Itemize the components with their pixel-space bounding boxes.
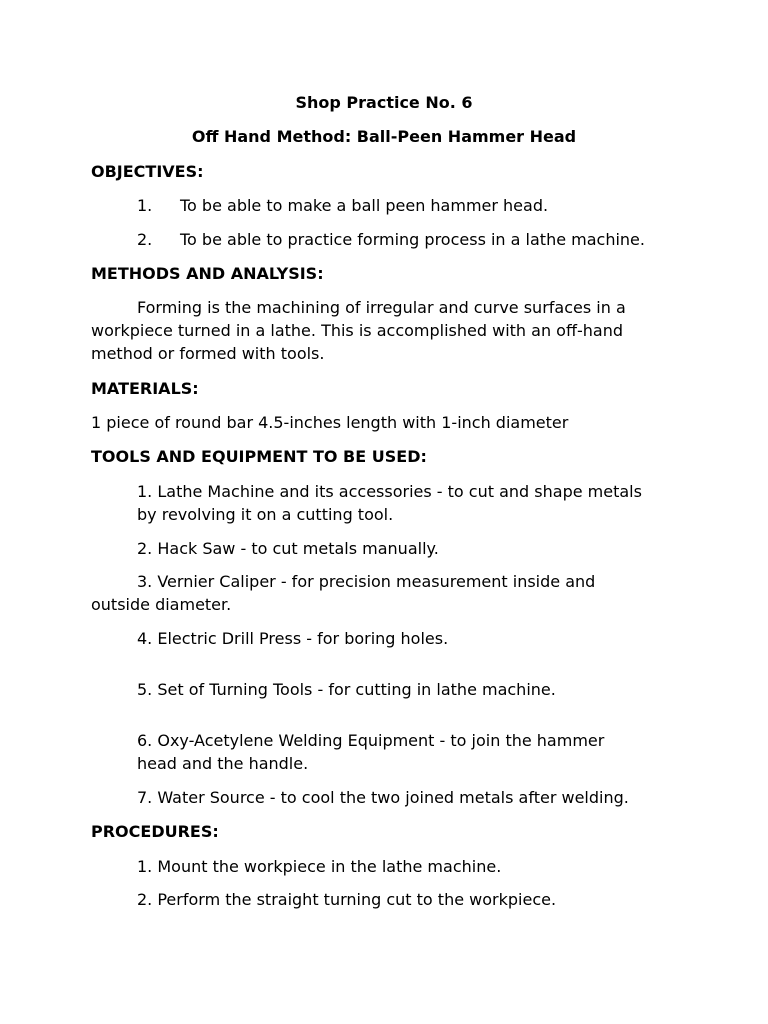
tool-item-line: by revolving it on a cutting tool. xyxy=(137,505,394,524)
tool-item-line: outside diameter. xyxy=(91,595,232,614)
methods-heading: METHODS AND ANALYSIS: xyxy=(91,264,324,283)
objectives-heading: OBJECTIVES: xyxy=(91,162,204,181)
procedures-heading: PROCEDURES: xyxy=(91,822,219,841)
document-subtitle: Off Hand Method: Ball-Peen Hammer Head xyxy=(191,127,577,146)
tool-item-line: 4. Electric Drill Press - for boring holes. xyxy=(137,629,449,648)
document-title: Shop Practice No. 6 xyxy=(295,93,473,112)
tool-item-line: 6. Oxy-Acetylene Welding Equipment - to join the hammer xyxy=(137,731,605,750)
materials-heading: MATERIALS: xyxy=(91,379,199,398)
materials-text: 1 piece of round bar 4.5-inches length with 1-inch diameter xyxy=(91,413,569,432)
methods-paragraph-line: method or formed with tools. xyxy=(91,344,325,363)
tool-item-line: 3. Vernier Caliper - for precision measurement inside and xyxy=(137,572,596,591)
tools-heading: TOOLS AND EQUIPMENT TO BE USED: xyxy=(91,447,427,466)
methods-paragraph-line: workpiece turned in a lathe. This is accomplished with an off-hand xyxy=(91,321,623,340)
procedure-item: 1. Mount the workpiece in the lathe machine. xyxy=(137,857,502,876)
objective-number: 2. xyxy=(137,230,153,249)
tool-item-line: 7. Water Source - to cool the two joined metals after welding. xyxy=(137,788,629,807)
tool-item-line: 2. Hack Saw - to cut metals manually. xyxy=(137,539,439,558)
tool-item-line: 5. Set of Turning Tools - for cutting in lathe machine. xyxy=(137,680,556,699)
tool-item-line: head and the handle. xyxy=(137,754,309,773)
tool-item-line: 1. Lathe Machine and its accessories - to cut and shape metals xyxy=(137,482,642,501)
objective-text: To be able to practice forming process in a lathe machine. xyxy=(180,230,645,249)
objective-number: 1. xyxy=(137,196,153,215)
objective-text: To be able to make a ball peen hammer head. xyxy=(180,196,549,215)
methods-paragraph-line: Forming is the machining of irregular and curve surfaces in a xyxy=(137,298,626,317)
procedure-item: 2. Perform the straight turning cut to the workpiece. xyxy=(137,890,557,909)
